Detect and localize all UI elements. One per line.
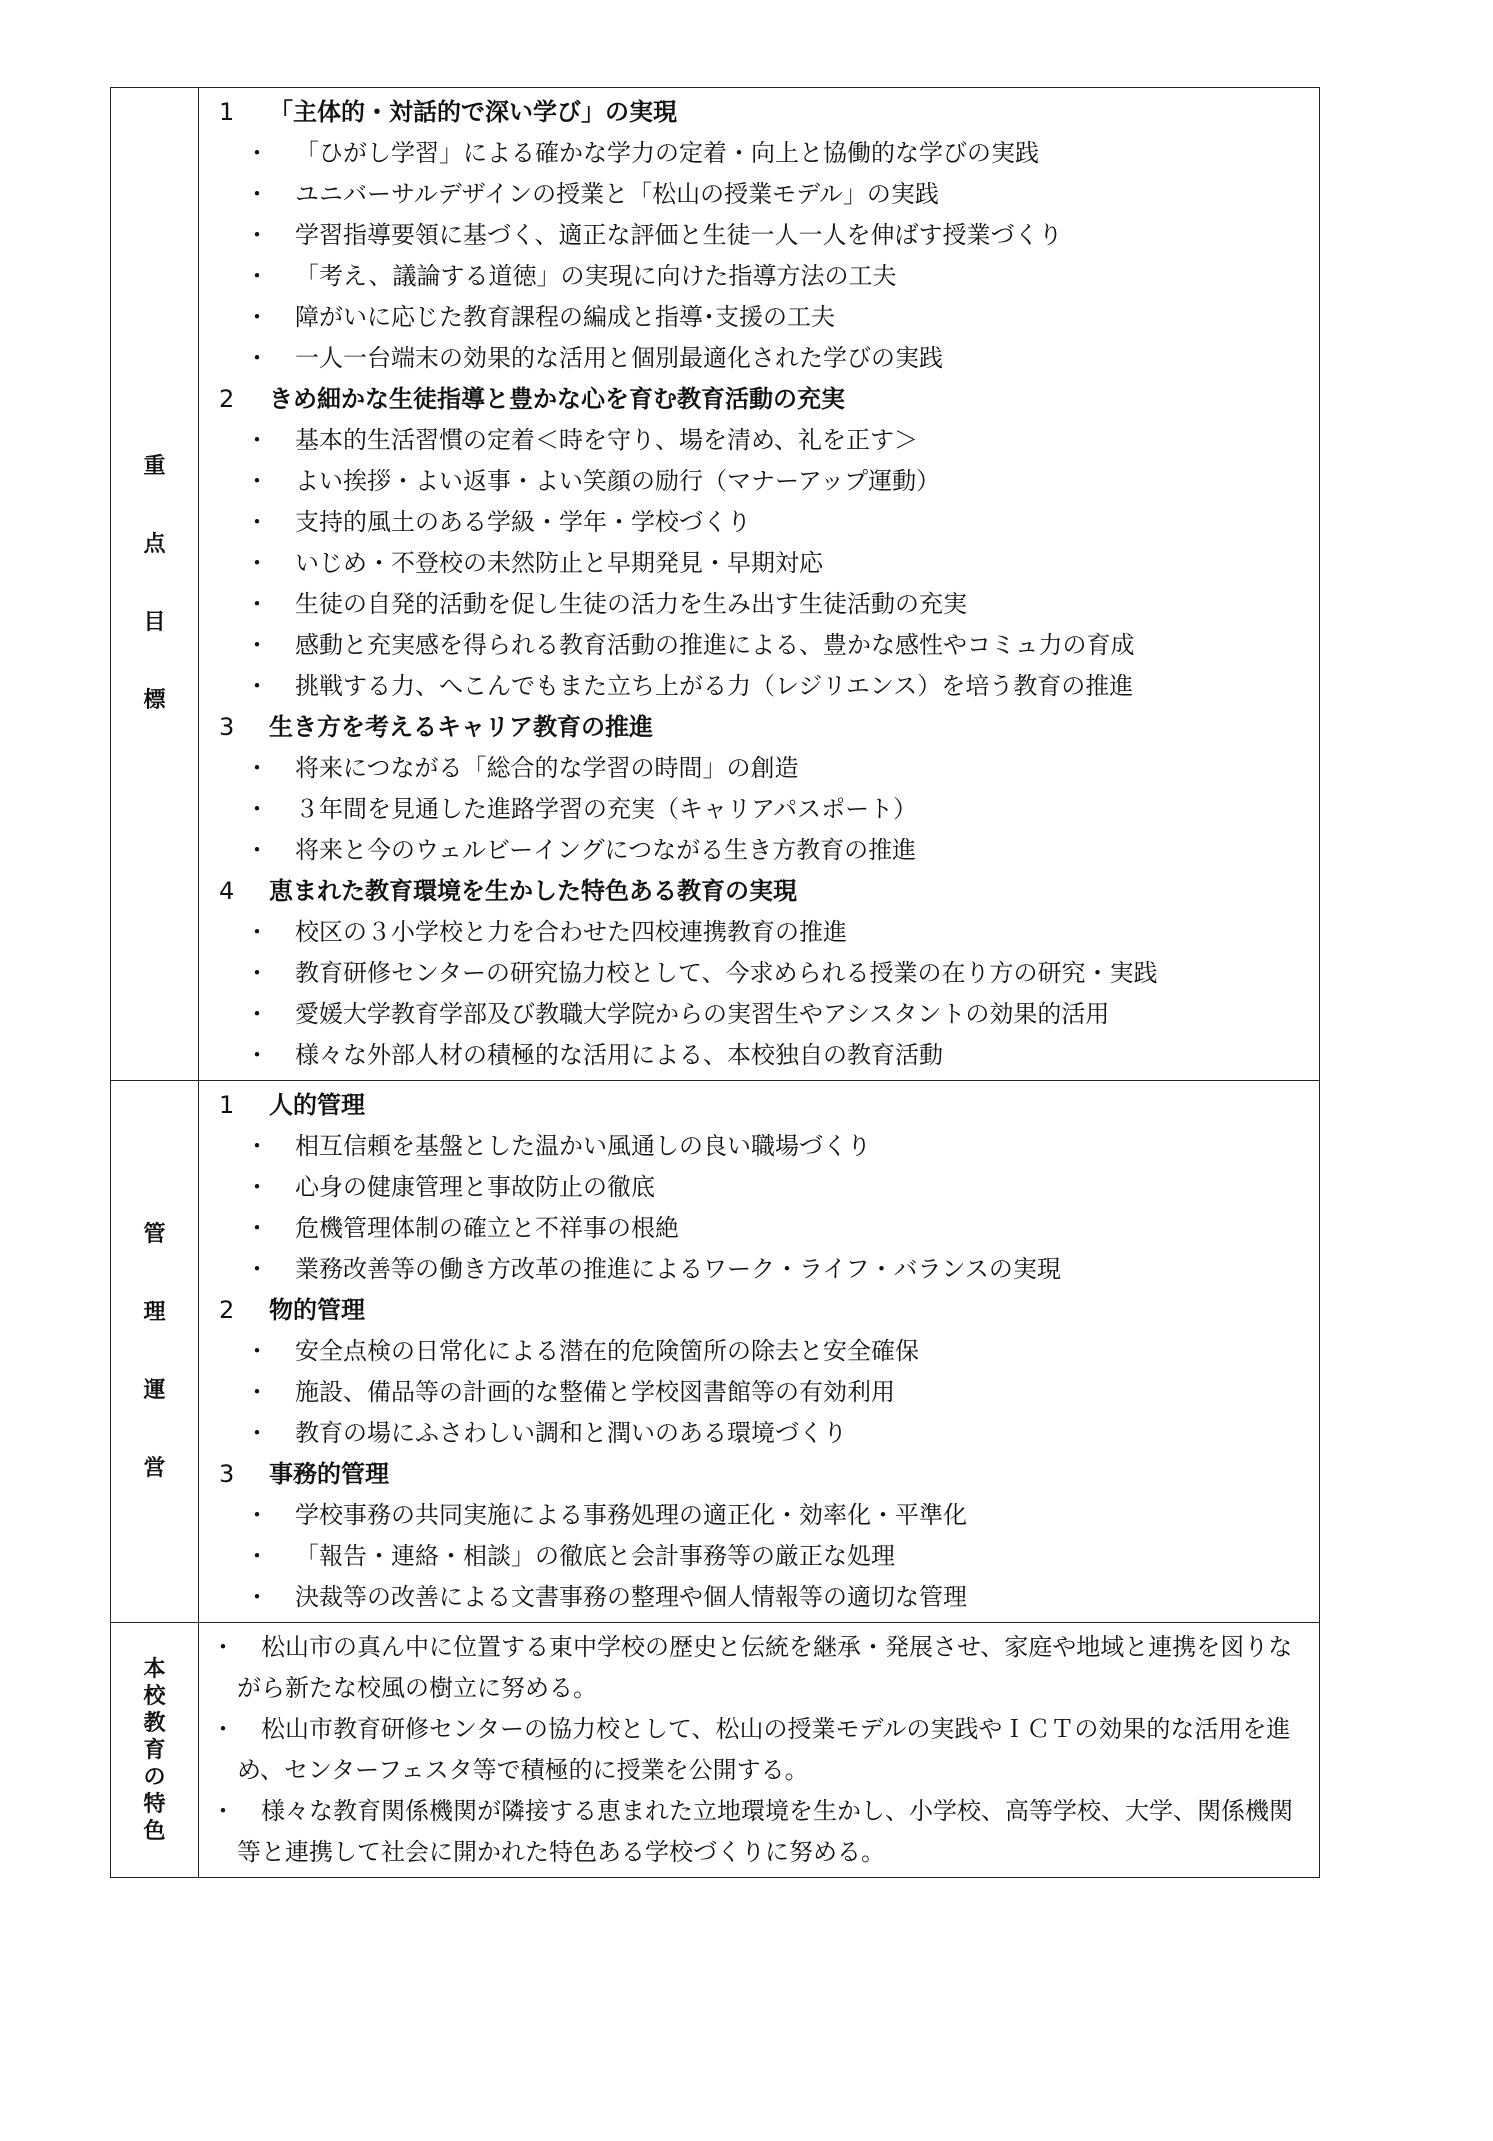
list-item-text: 支持的風土のある学級・学年・学校づくり bbox=[295, 508, 751, 536]
section-heading bbox=[219, 871, 1311, 912]
bullet: ・ bbox=[211, 1797, 235, 1825]
list-item-text: 愛媛大学教育学部及び教職大学院からの実習生やアシスタントの効果的活用 bbox=[295, 1000, 1110, 1028]
list-item-text: 生徒の自発的活動を促し生徒の活力を生み出す生徒活動の充実 bbox=[295, 590, 967, 618]
goals-label-char: 目 bbox=[143, 610, 166, 635]
list-item-text: 挑戦する力、へこんでもまた立ち上がる力（レジリエンス）を培う教育の推進 bbox=[295, 672, 1134, 700]
goals-row bbox=[111, 88, 1319, 1080]
list-item bbox=[219, 1126, 1311, 1167]
section-title: きめ細かな生徒指導と豊かな心を育む教育活動の充実 bbox=[269, 385, 845, 413]
bullet: ・ bbox=[245, 549, 269, 577]
management-label bbox=[111, 1081, 199, 1622]
section-title: 事務的管理 bbox=[269, 1460, 389, 1488]
features-row bbox=[111, 1622, 1319, 1877]
bullet: ・ bbox=[245, 508, 269, 536]
bullet: ・ bbox=[245, 1337, 269, 1365]
goals-content bbox=[199, 88, 1319, 1080]
list-item-text: 「ひがし学習」による確かな学力の定着・向上と協働的な学びの実践 bbox=[295, 139, 1039, 167]
list-item bbox=[211, 1627, 1311, 1709]
section-number: 4 bbox=[219, 877, 235, 905]
list-item-text: 感動と充実感を得られる教育活動の推進による、豊かな感性やコミュ力の育成 bbox=[295, 631, 1135, 659]
features-label-char: 本 bbox=[143, 1656, 166, 1682]
list-item-text: 様々な教育関係機関が隣接する恵まれた立地環境を生かし、小学校、高等学校、大学、関係機関等と連携して社会に開かれた特色ある学校づくりに努める。 bbox=[237, 1797, 1293, 1866]
list-item bbox=[219, 830, 1311, 871]
features-content bbox=[199, 1623, 1319, 1877]
section-number: 1 bbox=[219, 1091, 235, 1119]
section-heading bbox=[219, 707, 1311, 748]
bullet: ・ bbox=[245, 672, 269, 700]
features-label-char: 教 bbox=[143, 1710, 166, 1736]
bullet: ・ bbox=[245, 754, 269, 782]
bullet: ・ bbox=[245, 467, 269, 495]
list-item-text: 将来と今のウェルビーイングにつながる生き方教育の推進 bbox=[295, 836, 917, 864]
list-item bbox=[219, 789, 1311, 830]
bullet: ・ bbox=[245, 221, 269, 249]
list-item bbox=[219, 174, 1311, 215]
list-item bbox=[219, 953, 1311, 994]
section-heading bbox=[219, 1290, 1311, 1331]
list-item-text: 学校事務の共同実施による事務処理の適正化・効率化・平準化 bbox=[295, 1501, 967, 1529]
list-item-text: 校区の３小学校と力を合わせた四校連携教育の推進 bbox=[295, 918, 847, 946]
bullet: ・ bbox=[211, 1633, 235, 1661]
bullet: ・ bbox=[245, 959, 269, 987]
list-item-text: 松山市の真ん中に位置する東中学校の歴史と伝統を継承・発展させ、家庭や地域と連携を図りながら新たな校風の樹立に努める。 bbox=[237, 1633, 1293, 1702]
list-item bbox=[219, 256, 1311, 297]
list-item bbox=[219, 1495, 1311, 1536]
goals-label bbox=[111, 88, 199, 1080]
features-label bbox=[111, 1623, 199, 1877]
list-item-text: 心身の健康管理と事故防止の徹底 bbox=[295, 1173, 655, 1201]
management-label-char: 理 bbox=[143, 1299, 166, 1325]
bullet: ・ bbox=[245, 1255, 269, 1283]
features-label-char: 色 bbox=[143, 1818, 166, 1844]
bullet: ・ bbox=[245, 836, 269, 864]
list-item bbox=[219, 912, 1311, 953]
management-content bbox=[199, 1081, 1319, 1622]
list-item-text: ユニバーサルデザインの授業と「松山の授業モデル」の実践 bbox=[295, 180, 939, 208]
section-heading bbox=[219, 1085, 1311, 1126]
goals-label-char: 重 bbox=[143, 454, 166, 479]
section-number: 3 bbox=[219, 713, 235, 741]
features-label-char: 校 bbox=[143, 1683, 166, 1709]
list-item bbox=[219, 502, 1311, 543]
bullet: ・ bbox=[245, 1501, 269, 1529]
list-item-text: 「考え、議論する道徳」の実現に向けた指導方法の工夫 bbox=[295, 262, 897, 290]
bullet: ・ bbox=[245, 918, 269, 946]
goals-label-char: 点 bbox=[143, 532, 166, 557]
list-item-text: 決裁等の改善による文書事務の整理や個人情報等の適切な管理 bbox=[295, 1583, 967, 1611]
goals-label-char: 標 bbox=[143, 688, 166, 713]
features-label-char: の bbox=[143, 1764, 166, 1790]
bullet: ・ bbox=[245, 1542, 269, 1570]
list-item-text: 業務改善等の働き方改革の推進によるワーク・ライフ・バランスの実現 bbox=[295, 1255, 1061, 1283]
list-item bbox=[219, 625, 1311, 666]
management-label-char: 管 bbox=[143, 1221, 166, 1247]
section-heading bbox=[219, 379, 1311, 420]
list-item bbox=[219, 994, 1311, 1035]
management-label-char: 運 bbox=[143, 1377, 166, 1403]
list-item-text: 施設、備品等の計画的な整備と学校図書館等の有効利用 bbox=[295, 1378, 895, 1406]
list-item bbox=[219, 1208, 1311, 1249]
bullet: ・ bbox=[245, 1041, 269, 1069]
section-number: 3 bbox=[219, 1460, 235, 1488]
list-item bbox=[219, 1249, 1311, 1290]
management-label-char: 営 bbox=[143, 1455, 166, 1481]
bullet: ・ bbox=[245, 344, 269, 372]
list-item bbox=[219, 338, 1311, 379]
management-row bbox=[111, 1080, 1319, 1622]
list-item-text: 松山市教育研修センターの協力校として、松山の授業モデルの実践やＩＣＴの効果的な活用を進め、センターフェスタ等で積極的に授業を公開する。 bbox=[237, 1715, 1291, 1784]
list-item bbox=[219, 584, 1311, 625]
features-label-char: 育 bbox=[143, 1737, 166, 1763]
bullet: ・ bbox=[245, 1583, 269, 1611]
list-item bbox=[219, 1035, 1311, 1076]
bullet: ・ bbox=[245, 1378, 269, 1406]
bullet: ・ bbox=[245, 1214, 269, 1242]
list-item-text: 危機管理体制の確立と不祥事の根絶 bbox=[295, 1214, 679, 1242]
list-item bbox=[219, 420, 1311, 461]
bullet: ・ bbox=[245, 1132, 269, 1160]
section-number: 2 bbox=[219, 1296, 235, 1324]
list-item bbox=[219, 748, 1311, 789]
list-item bbox=[219, 1372, 1311, 1413]
bullet: ・ bbox=[245, 303, 269, 331]
list-item bbox=[219, 215, 1311, 256]
list-item-text: 教育の場にふさわしい調和と潤いのある環境づくり bbox=[295, 1419, 847, 1447]
bullet: ・ bbox=[245, 590, 269, 618]
list-item-text: 様々な外部人材の積極的な活用による、本校独自の教育活動 bbox=[295, 1041, 943, 1069]
list-item bbox=[219, 297, 1311, 338]
list-item-text: 将来につながる「総合的な学習の時間」の創造 bbox=[295, 754, 799, 782]
list-item-text: 教育研修センターの研究協力校として、今求められる授業の在り方の研究・実践 bbox=[295, 959, 1158, 987]
list-item-text: 相互信頼を基盤とした温かい風通しの良い職場づくり bbox=[295, 1132, 871, 1160]
section-title: 生き方を考えるキャリア教育の推進 bbox=[269, 713, 653, 741]
bullet: ・ bbox=[245, 180, 269, 208]
list-item bbox=[219, 1331, 1311, 1372]
bullet: ・ bbox=[245, 1173, 269, 1201]
bullet: ・ bbox=[245, 631, 269, 659]
list-item bbox=[219, 666, 1311, 707]
section-title: 恵まれた教育環境を生かした特色ある教育の実現 bbox=[269, 877, 797, 905]
list-item-text: ３年間を見通した進路学習の充実（キャリアパスポート） bbox=[295, 795, 918, 823]
bullet: ・ bbox=[245, 795, 269, 823]
section-heading bbox=[219, 92, 1311, 133]
list-item-text: 一人一台端末の効果的な活用と個別最適化された学びの実践 bbox=[295, 344, 943, 372]
list-item bbox=[211, 1791, 1311, 1873]
list-item-text: よい挨拶・よい返事・よい笑顔の励行（マナーアップ運動） bbox=[295, 467, 941, 495]
bullet: ・ bbox=[245, 139, 269, 167]
list-item-text: 基本的生活習慣の定着＜時を守り、場を清め、礼を正す＞ bbox=[295, 426, 919, 454]
list-item bbox=[219, 543, 1311, 584]
list-item-text: いじめ・不登校の未然防止と早期発見・早期対応 bbox=[295, 549, 823, 577]
section-number: 1 bbox=[219, 98, 235, 126]
list-item-text: 障がいに応じた教育課程の編成と指導･支援の工夫 bbox=[295, 303, 835, 331]
section-title: 物的管理 bbox=[269, 1296, 365, 1324]
section-title: 「主体的・対話的で深い学び」の実現 bbox=[269, 98, 677, 126]
list-item bbox=[219, 1536, 1311, 1577]
list-item bbox=[219, 461, 1311, 502]
bullet: ・ bbox=[245, 426, 269, 454]
features-label-char: 特 bbox=[143, 1791, 166, 1817]
list-item-text: 学習指導要領に基づく、適正な評価と生徒一人一人を伸ばす授業づくり bbox=[295, 221, 1063, 249]
section-number: 2 bbox=[219, 385, 235, 413]
bullet: ・ bbox=[245, 1000, 269, 1028]
list-item bbox=[211, 1709, 1311, 1791]
policy-table bbox=[110, 87, 1320, 1878]
list-item-text: 安全点検の日常化による潜在的危険箇所の除去と安全確保 bbox=[295, 1337, 919, 1365]
list-item bbox=[219, 1577, 1311, 1618]
list-item bbox=[219, 133, 1311, 174]
section-heading bbox=[219, 1454, 1311, 1495]
list-item bbox=[219, 1413, 1311, 1454]
list-item bbox=[219, 1167, 1311, 1208]
section-title: 人的管理 bbox=[269, 1091, 365, 1119]
list-item-text: 「報告・連絡・相談」の徹底と会計事務等の厳正な処理 bbox=[295, 1542, 895, 1570]
bullet: ・ bbox=[245, 1419, 269, 1447]
bullet: ・ bbox=[245, 262, 269, 290]
bullet: ・ bbox=[211, 1715, 235, 1743]
